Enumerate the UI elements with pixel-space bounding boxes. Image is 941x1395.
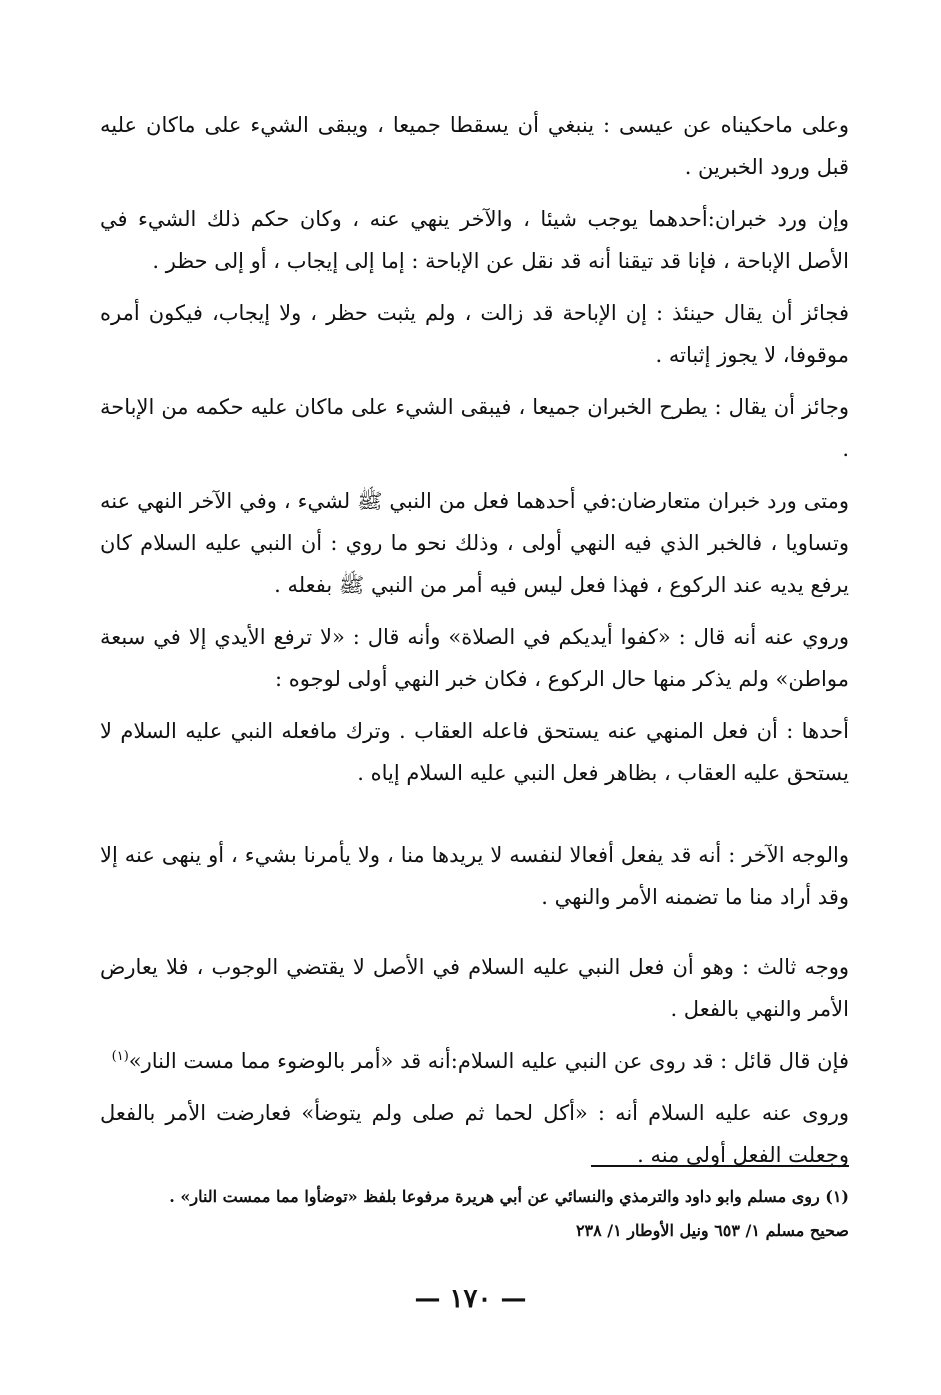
footnote-1: (١) روى مسلم وابو داود والترمذي والنسائي عن أبي هريرة مرفوعا بلفظ «توضأوا مما ممست النار» . bbox=[169, 1187, 849, 1206]
paragraph-9: ووجه ثالث : وهو أن فعل النبي عليه السلام في الأصل لا يقتضي الوجوب ، فلا يعارض الأمر والنهي بالفعل . bbox=[100, 955, 849, 1021]
paragraph-3: فجائز أن يقال حينئذ : إن الإباحة قد زالت ، ولم يثبت حظر ، ولا إيجاب، فيكون أمره موقوفا، لا يجوز إثباته . bbox=[100, 301, 849, 367]
paragraph-10-text: فإن قال قائل : قد روى عن النبي عليه السلام:أنه قد «أمر بالوضوء مما مست النار» bbox=[128, 1049, 849, 1073]
paragraph-2: وإن ورد خبران:أحدهما يوجب شيئا ، والآخر ينهي عنه ، وكان حكم ذلك الشيء في الأصل الإباحة ، فإنا قد تيقنا أنه قد نقل عن الإباحة : إما إلى إيجاب ، أو إلى حظر . bbox=[100, 207, 849, 273]
paragraph-10 bbox=[100, 1040, 849, 1082]
paragraph-8: والوجه الآخر : أنه قد يفعل أفعالا لنفسه لا يريدها منا ، ولا يأمرنا بشيء ، أو ينهى عنه إلا وقد أراد منا ما تضمنه الأمر والنهي . bbox=[100, 843, 849, 909]
footnote-divider bbox=[591, 1165, 849, 1167]
paragraph-4: وجائز أن يقال : يطرح الخبران جميعا ، فيبقى الشيء على ماكان عليه حكمه من الإباحة . bbox=[100, 395, 849, 461]
footnote-reference[interactable]: (١) bbox=[111, 1049, 129, 1064]
main-text bbox=[100, 104, 849, 1186]
paragraph-11: وروى عنه عليه السلام أنه : «أكل لحما ثم صلى ولم يتوضأ» فعارضت الأمر بالفعل وجعلت الفعل أولى منه . bbox=[100, 1101, 849, 1167]
footnote-source: صحيح مسلم ١/ ٦٥٣ ونيل الأوطار ١/ ٢٣٨ bbox=[575, 1221, 849, 1240]
paragraph-7: أحدها : أن فعل المنهي عنه يستحق فاعله العقاب . وترك مافعله النبي عليه السلام لا يستحق عليه العقاب ، بظاهر فعل النبي عليه السلام إياه . bbox=[100, 719, 849, 785]
page-number: — ١٧٠ — bbox=[414, 1284, 527, 1314]
paragraph-1: وعلى ماحكيناه عن عيسى : ينبغي أن يسقطا جميعا ، ويبقى الشيء على ماكان عليه قبل ورود الخبرين . bbox=[100, 113, 849, 179]
footnotes bbox=[100, 1180, 849, 1248]
paragraph-5: ومتى ورد خبران متعارضان:في أحدهما فعل من النبي ﷺ لشيء ، وفي الآخر النهي عنه وتساويا ، فالخبر الذي فيه النهي أولى ، وذلك نحو ما روي : أن النبي عليه السلام كان يرفع يديه عند الركوع ، فهذا فعل ليس فيه أمر من النبي ﷺ بفعله . bbox=[100, 489, 849, 597]
paragraph-6: وروي عنه أنه قال : «كفوا أيديكم في الصلاة» وأنه قال : «لا ترفع الأيدي إلا في سبعة مواطن» ولم يذكر منها حال الركوع ، فكان خبر النهي أولى لوجوه : bbox=[100, 625, 849, 691]
